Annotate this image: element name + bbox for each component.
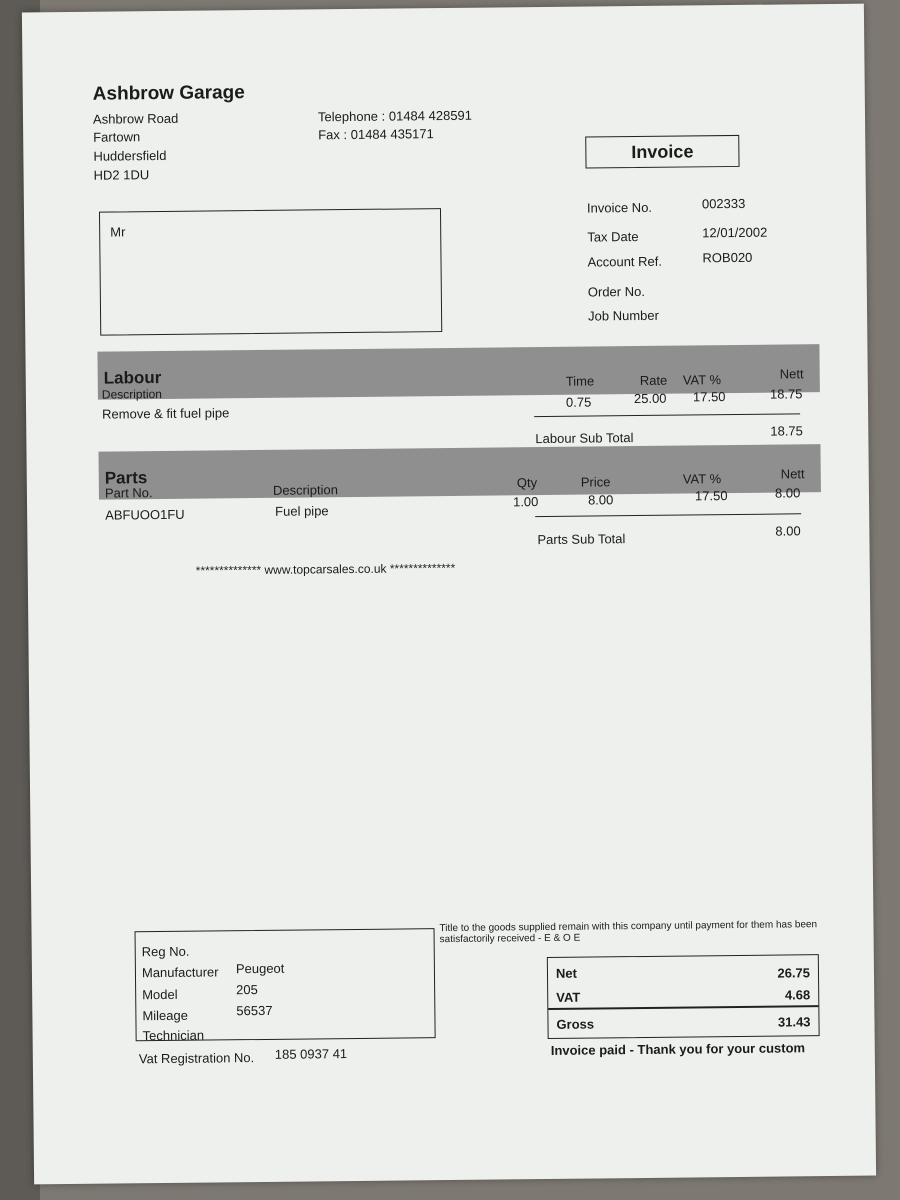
model-value: 205 bbox=[236, 982, 258, 998]
invoice-no-label: Invoice No. bbox=[586, 199, 653, 216]
mileage-value: 56537 bbox=[236, 1002, 273, 1019]
company-fax: Fax : 01484 435171 bbox=[318, 126, 434, 143]
parts-description-header: Description bbox=[272, 482, 339, 498]
labour-time-header: Time bbox=[565, 373, 595, 389]
account-ref-label: Account Ref. bbox=[587, 253, 663, 270]
customer-address-box bbox=[99, 208, 442, 336]
labour-row-rate: 25.00 bbox=[633, 390, 667, 407]
website-line: ************** www.topcarsales.co.uk ************** bbox=[195, 560, 456, 578]
gross-rule bbox=[548, 1005, 818, 1010]
thank-you-note: Invoice paid - Thank you for your custom bbox=[550, 1040, 806, 1058]
company-name: Ashbrow Garage bbox=[92, 82, 245, 105]
labour-title: Labour bbox=[103, 368, 162, 388]
model-label: Model bbox=[142, 986, 178, 1003]
net-value: 26.75 bbox=[777, 965, 811, 981]
net-label: Net bbox=[555, 965, 578, 981]
vat-label: VAT bbox=[556, 989, 581, 1005]
parts-price-header: Price bbox=[580, 474, 611, 490]
parts-vat-header: VAT % bbox=[682, 471, 722, 487]
parts-qty-header: Qty bbox=[516, 475, 538, 491]
parts-partno-header: Part No. bbox=[104, 485, 153, 501]
gross-value: 31.43 bbox=[777, 1014, 811, 1030]
parts-row-description: Fuel pipe bbox=[275, 503, 329, 519]
technician-label: Technician bbox=[142, 1027, 205, 1044]
job-number-label: Job Number bbox=[588, 307, 659, 324]
mileage-label: Mileage bbox=[142, 1007, 189, 1024]
tax-date-label: Tax Date bbox=[587, 228, 639, 245]
labour-row-time: 0.75 bbox=[565, 394, 592, 410]
parts-row-price: 8.00 bbox=[587, 492, 614, 508]
parts-row-partno: ABFUOO1FU bbox=[105, 506, 185, 523]
invoice-sheet bbox=[22, 4, 876, 1185]
parts-subtotal-rule bbox=[535, 513, 801, 517]
parts-row-nett: 8.00 bbox=[774, 485, 801, 501]
order-no-label: Order No. bbox=[587, 283, 645, 300]
parts-title: Parts bbox=[104, 468, 148, 488]
gross-label: Gross bbox=[556, 1016, 595, 1032]
tax-date-value: 12/01/2002 bbox=[702, 224, 768, 241]
parts-row-qty: 1.00 bbox=[512, 494, 539, 510]
labour-row-description: Remove & fit fuel pipe bbox=[102, 405, 230, 422]
manufacturer-value: Peugeot bbox=[235, 960, 285, 977]
vat-registration-value: 185 0937 41 bbox=[274, 1046, 348, 1062]
labour-subtotal-rule bbox=[534, 413, 800, 417]
parts-row-vat: 17.50 bbox=[694, 488, 728, 504]
customer-name: Mr bbox=[110, 224, 126, 240]
vat-value: 4.68 bbox=[784, 987, 811, 1003]
invoice-no-value: 002333 bbox=[701, 195, 746, 212]
address-line-1: Ashbrow Road bbox=[92, 110, 179, 127]
labour-description-header: Description bbox=[101, 386, 162, 402]
labour-rate-header: Rate bbox=[639, 372, 668, 388]
totals-box bbox=[547, 954, 820, 1039]
labour-vat-header: VAT % bbox=[682, 372, 722, 388]
address-postcode: HD2 1DU bbox=[93, 167, 150, 183]
parts-subtotal-label: Parts Sub Total bbox=[537, 531, 626, 548]
labour-row-nett: 18.75 bbox=[769, 386, 803, 402]
parts-nett-header: Nett bbox=[780, 466, 805, 482]
address-line-3: Huddersfield bbox=[93, 147, 167, 164]
labour-subtotal-label: Labour Sub Total bbox=[535, 430, 634, 447]
invoice-title: Invoice bbox=[585, 135, 739, 169]
labour-nett-header: Nett bbox=[779, 366, 804, 382]
manufacturer-label: Manufacturer bbox=[141, 964, 219, 981]
labour-row-vat: 17.50 bbox=[692, 389, 726, 405]
parts-subtotal-value: 8.00 bbox=[775, 523, 801, 539]
address-line-2: Fartown bbox=[93, 129, 141, 145]
reg-no-label: Reg No. bbox=[141, 943, 190, 960]
vehicle-details-box bbox=[135, 928, 436, 1044]
vat-registration-label: Vat Registration No. bbox=[138, 1050, 255, 1067]
account-ref-value: ROB020 bbox=[702, 249, 753, 266]
labour-subtotal-value: 18.75 bbox=[770, 423, 803, 439]
company-telephone: Telephone : 01484 428591 bbox=[317, 107, 473, 125]
terms-text: Title to the goods supplied remain with this company until payment for them has been satisfactorily received - E & O E bbox=[439, 919, 818, 946]
